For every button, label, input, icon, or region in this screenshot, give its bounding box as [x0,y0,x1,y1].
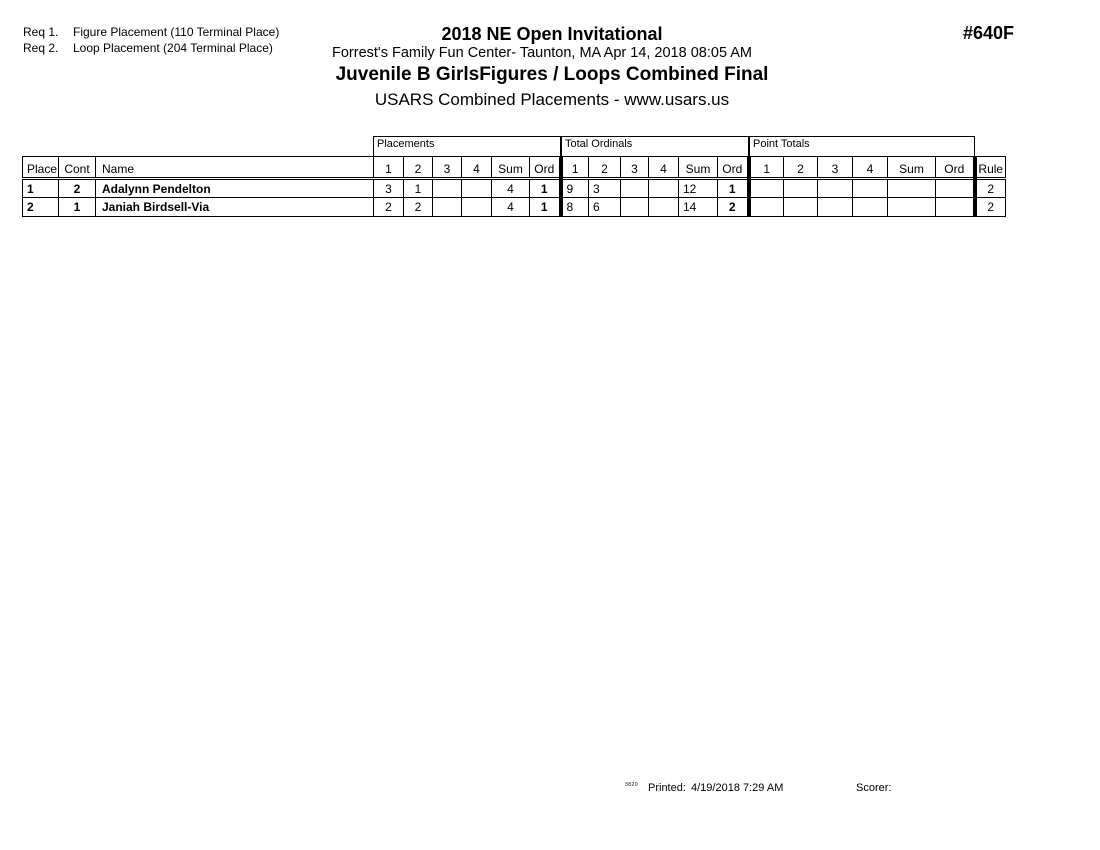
requirement-text: Loop Placement (204 Terminal Place) [73,41,273,55]
placement-2-cell: 1 [404,179,433,198]
col-header-placements-4: 4 [462,157,492,179]
points-2-cell [784,198,818,217]
skater-name-cell: Janiah Birdsell-Via [96,198,374,217]
placement-4-cell [462,179,492,198]
col-header-rule: Rule [975,157,1006,179]
table-row [23,198,1006,217]
ordinal-2-cell: 3 [589,179,621,198]
printed-label: Printed: [648,782,686,794]
placement-ord-cell: 1 [530,179,561,198]
col-header-points-4: 4 [853,157,888,179]
col-header-ordinals-4: 4 [649,157,679,179]
requirement-text: Figure Placement (110 Terminal Place) [73,25,280,39]
ordinal-1-cell: 8 [561,198,589,217]
points-4-cell [853,179,888,198]
col-header-placements-sum: Sum [492,157,530,179]
group-header-placements: Placements [373,136,561,156]
venue-date: Forrest's Family Fun Center- Taunton, MA Apr 14, 2018 08:05 AM [332,45,752,61]
ordinal-4-cell [649,198,679,217]
col-header-ordinals-1: 1 [561,157,589,179]
col-header-points-ord: Ord [936,157,975,179]
event-title: Juvenile B GirlsFigures / Loops Combined Final [335,64,769,85]
points-1-cell [749,179,784,198]
col-header-ordinals-3: 3 [621,157,649,179]
col-header-placements-1: 1 [374,157,404,179]
col-header-ordinals-2: 2 [589,157,621,179]
col-header-ordinals-ord: Ord [718,157,749,179]
col-header-placements-3: 3 [433,157,462,179]
competition-title: 2018 NE Open Invitational [441,24,663,44]
ordinal-1-cell: 9 [561,179,589,198]
place-cell: 2 [23,198,59,217]
placement-4-cell [462,198,492,217]
cont-cell: 2 [59,179,96,198]
placements-subtitle: USARS Combined Placements - www.usars.us [374,90,730,109]
col-header-name: Name [96,157,374,179]
placement-3-cell [433,179,462,198]
col-header-points-1: 1 [749,157,784,179]
results-table [22,156,1006,217]
ordinal-3-cell [621,179,649,198]
requirement-number: Req 1. [23,25,59,39]
column-header-row [23,157,1006,179]
placement-ord-cell: 1 [530,198,561,217]
col-header-cont: Cont [59,157,96,179]
placement-sum-cell: 4 [492,179,530,198]
points-4-cell [853,198,888,217]
placement-1-cell: 2 [374,198,404,217]
table-row [23,179,1006,198]
ordinal-sum-cell: 14 [679,198,718,217]
place-cell: 1 [23,179,59,198]
ordinal-4-cell [649,179,679,198]
group-header-total-ordinals: Total Ordinals [561,136,749,156]
event-number: #640F [963,23,1015,43]
group-header-point-totals: Point Totals [749,136,975,156]
placement-2-cell: 2 [404,198,433,217]
col-header-placements-ord: Ord [530,157,561,179]
ordinal-ord-cell: 2 [718,198,749,217]
col-header-placements-2: 2 [404,157,433,179]
rule-cell: 2 [975,198,1006,217]
points-sum-cell [888,198,936,217]
points-ord-cell [936,179,975,198]
col-header-points-3: 3 [818,157,853,179]
points-2-cell [784,179,818,198]
ordinal-3-cell [621,198,649,217]
scorer-label: Scorer: [856,782,892,794]
col-header-place: Place [23,157,59,179]
points-1-cell [749,198,784,217]
skater-name-cell: Adalynn Pendelton [96,179,374,198]
cont-cell: 1 [59,198,96,217]
col-header-points-sum: Sum [888,157,936,179]
col-header-ordinals-sum: Sum [679,157,718,179]
points-3-cell [818,198,853,217]
ordinal-ord-cell: 1 [718,179,749,198]
points-ord-cell [936,198,975,217]
ordinal-sum-cell: 12 [679,179,718,198]
placement-sum-cell: 4 [492,198,530,217]
rule-cell: 2 [975,179,1006,198]
requirement-number: Req 2. [23,41,59,55]
placement-3-cell [433,198,462,217]
points-3-cell [818,179,853,198]
printed-value: 4/19/2018 7:29 AM [691,782,784,794]
footer-code: 3820 [625,782,639,788]
placement-1-cell: 3 [374,179,404,198]
ordinal-2-cell: 6 [589,198,621,217]
col-header-points-2: 2 [784,157,818,179]
points-sum-cell [888,179,936,198]
